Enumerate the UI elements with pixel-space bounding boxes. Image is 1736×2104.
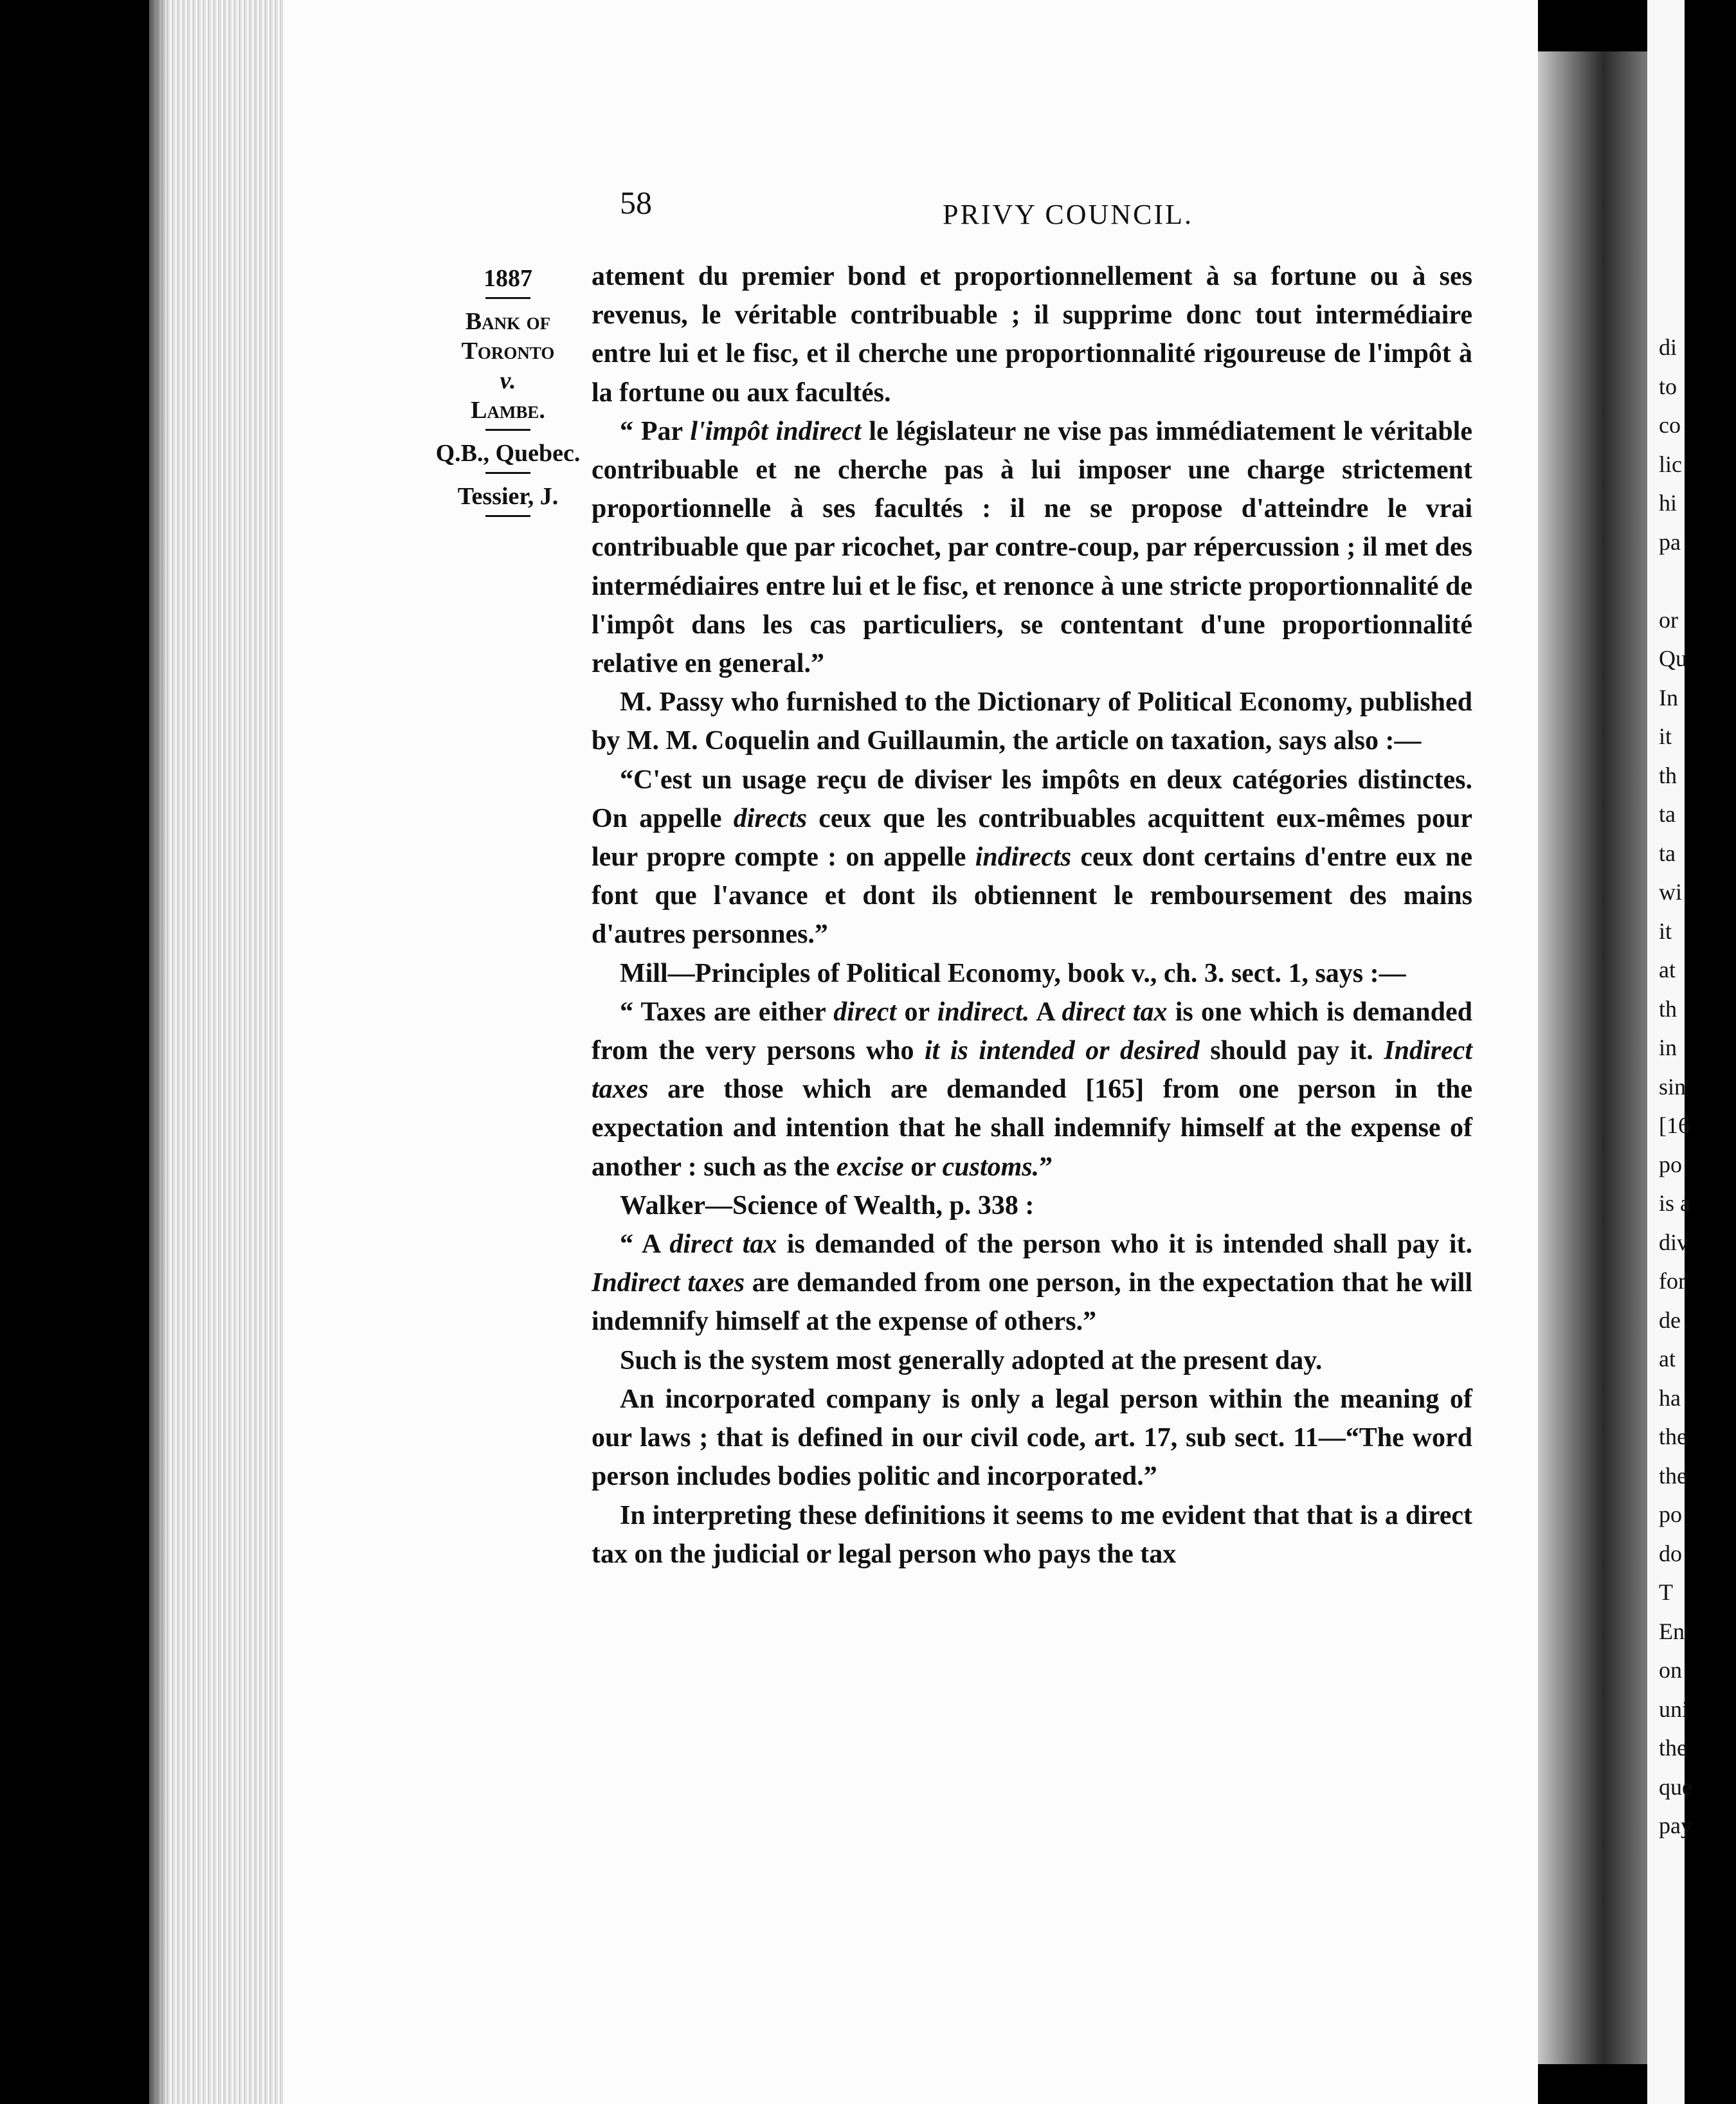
margin-court: Q.B., Quebec. <box>435 440 581 467</box>
paragraph-6: “ Taxes are either direct or indirect. A direct tax is one which is demanded from the very persons who it is intended or desired should pay it. Indirect taxes are those which are demanded [165] from one person in the expectation and intention that he shall indemnify himself at the expense of another : such as the excise or customs.” <box>592 997 1473 1182</box>
paragraph-2: “ Par l'impôt indirect le législateur ne vise pas immédiatement le véritable contribuable et ne cherche pas à lui imposer une charge strictement proportionnelle à ses facultés : il ne se propose d'atteindre le vrai contribuable que par ricochet, par contre-coup, par répercussion ; il met des intermédiaires entre lui et le fisc, et renonce à une stricte proportionnalité de l'impôt dans les cas particuliers, se contentant d'une proportionnalité relative en general.” <box>592 416 1472 679</box>
running-head: PRIVY COUNCIL. <box>943 199 1193 230</box>
opposite-page-fragment: uni <box>1659 1696 1689 1722</box>
page-number: 58 <box>620 185 652 221</box>
opposite-page-fragment: th <box>1659 995 1677 1022</box>
opposite-page-fragment: the <box>1659 1735 1687 1761</box>
opposite-page-fragment: ha <box>1659 1384 1681 1411</box>
margin-judge: Tessier, J. <box>457 483 559 510</box>
margin-rule <box>485 297 530 299</box>
paragraph-11: In interpreting these definitions it seems to me evident that that is a direct tax on the judicial or legal person who pays the tax <box>592 1500 1472 1569</box>
margin-rule <box>485 515 530 517</box>
opposite-page-fragment: que <box>1659 1773 1692 1800</box>
opposite-page-fragment: di <box>1659 334 1677 360</box>
opposite-page <box>1647 0 1692 2104</box>
opposite-page-fragment: on <box>1659 1657 1682 1683</box>
opposite-page-fragment: at <box>1659 1346 1676 1372</box>
opposite-page-fragment: po <box>1659 1151 1682 1177</box>
opposite-page-fragment: pa <box>1659 529 1681 555</box>
case-name-versus: v. <box>500 367 516 394</box>
opposite-page-fragment: to <box>1659 373 1677 399</box>
opposite-page-fragment: or <box>1659 606 1678 633</box>
page-edge-shadow <box>149 0 168 2104</box>
opposite-page-fragment: de <box>1659 1307 1681 1333</box>
opposite-page-fragment: [16 <box>1659 1112 1690 1138</box>
opposite-page-fragment: it <box>1659 918 1672 944</box>
body-text <box>592 257 1472 1573</box>
paragraph-9: Such is the system most generally adopted at the present day. <box>620 1345 1323 1375</box>
opposite-page-fragment: div <box>1659 1229 1689 1255</box>
case-name-line4: Lambe. <box>471 397 545 424</box>
opposite-page-fragment: the <box>1659 1462 1687 1489</box>
opposite-page-fragment: for <box>1659 1268 1686 1294</box>
opposite-page-fragment: lic <box>1659 451 1682 477</box>
opposite-page-fragment: T <box>1659 1579 1673 1605</box>
opposite-page-fragment: th <box>1659 762 1677 788</box>
margin-year: 1887 <box>484 265 532 292</box>
paragraph-7: Walker—Science of Wealth, p. 338 : <box>620 1190 1035 1220</box>
margin-rule <box>485 429 530 431</box>
paragraph-8: “ A direct tax is demanded of the person who it is intended shall pay it. Indirect taxes are demanded from one person, in the expectation that he will indemnify himself at the expense of others.” <box>592 1229 1473 1337</box>
opposite-page-fragment: po <box>1659 1501 1682 1527</box>
opposite-page-fragment: do <box>1659 1540 1682 1566</box>
paragraph-3: M. Passy who furnished to the Dictionary of Political Economy, published by M. M. Coquelin and Guillaumin, the article on taxation, says also :— <box>592 687 1472 756</box>
paragraph-4: “C'est un usage reçu de diviser les impôts en deux catégories distinctes. On appelle directs ceux que les contribuables acquittent eux-mêmes pour leur propre compte : on appelle indirects ceux dont certains d'entre eux ne font que l'avance et dont ils obtiennent le remboursement des mains d'autres personnes.” <box>592 765 1472 950</box>
opposite-page-fragment: in <box>1659 1035 1677 1060</box>
opposite-page-fragment: is a <box>1659 1190 1690 1216</box>
case-name-line1: Bank of <box>465 308 551 335</box>
opposite-page-fragment: at <box>1659 957 1676 983</box>
book-page-edges <box>149 0 284 2104</box>
paragraph-5: Mill—Principles of Political Economy, book v., ch. 3. sect. 1, says :— <box>620 958 1406 988</box>
opposite-page-fragment: En <box>1659 1618 1685 1644</box>
book-spine-gutter <box>1538 51 1647 2064</box>
opposite-page-fragment: it <box>1659 723 1672 749</box>
opposite-page-fragment: the <box>1659 1424 1687 1449</box>
margin-rule <box>485 472 530 474</box>
paragraph-1: atement du premier bond et proportionnellement à sa fortune ou à ses revenus, le véritable contribuable ; il supprime donc tout intermédiaire entre lui et le fisc, et il cherche une proportionnalité rigoureuse de l'impôt à la fortune ou aux facultés. <box>592 262 1472 408</box>
opposite-page-fragment: In <box>1659 684 1678 711</box>
opposite-page-fragment: pay <box>1659 1813 1692 1838</box>
opposite-page-fragment: wi <box>1659 879 1682 905</box>
opposite-page-fragment: hi <box>1659 490 1677 516</box>
opposite-page-fragment: sin <box>1659 1073 1686 1100</box>
opposite-page-fragment: co <box>1659 412 1681 438</box>
opposite-page-fragment: ta <box>1659 840 1676 866</box>
case-name-line2: Toronto <box>461 338 555 365</box>
opposite-page-fragment: ta <box>1659 801 1676 827</box>
paragraph-10: An incorporated company is only a legal person within the meaning of our laws ; that is defined in our civil code, art. 17, sub sect. 11—“The word person includes bodies politic and incorporated.” <box>592 1384 1472 1492</box>
opposite-page-fragment: Qu <box>1659 646 1687 671</box>
margin-note <box>411 264 604 525</box>
